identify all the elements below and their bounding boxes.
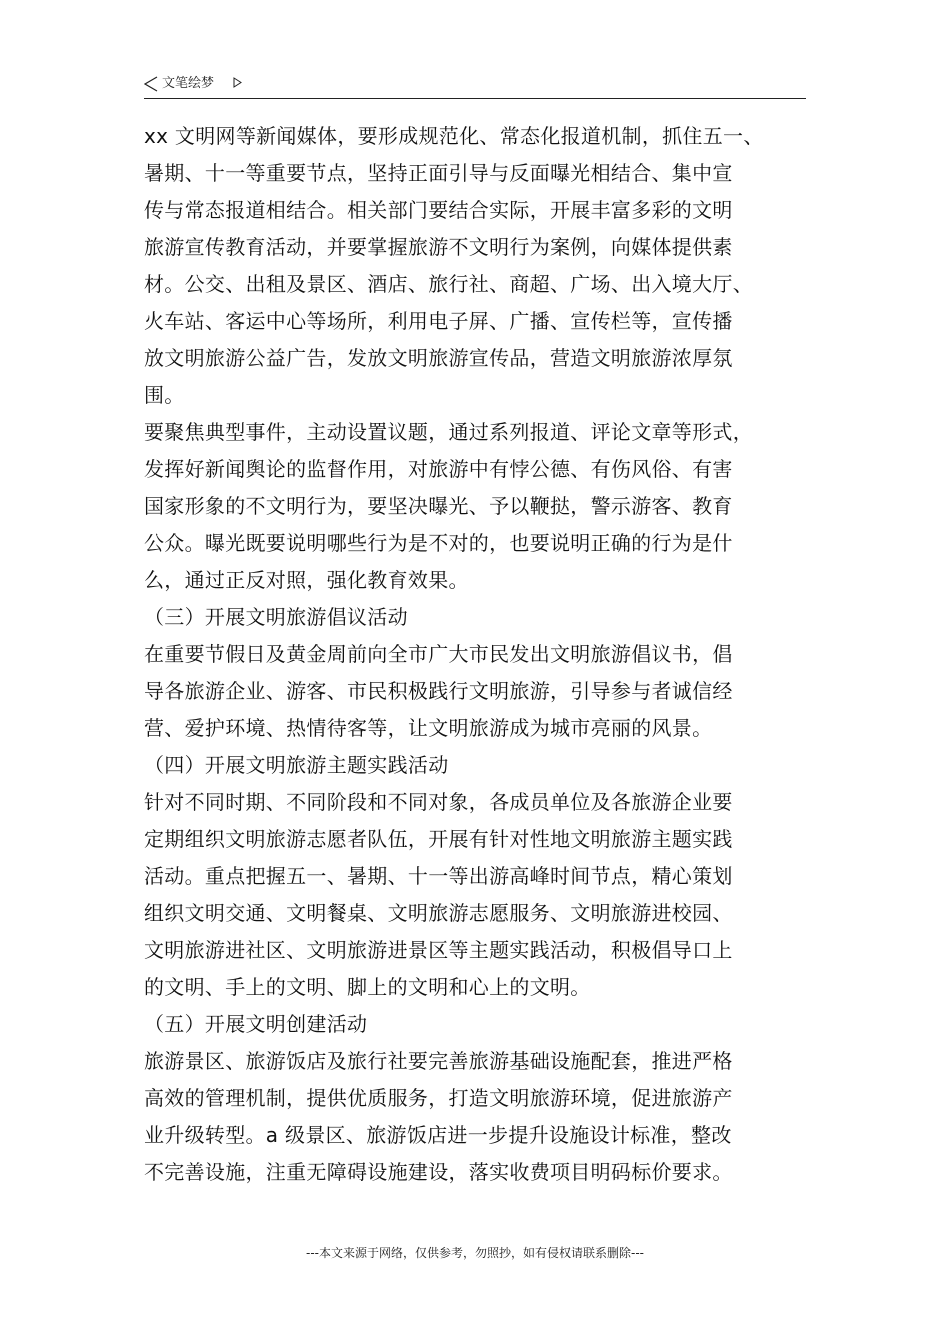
- text-line: 放文明旅游公益广告，发放文明旅游宣传品，营造文明旅游浓厚氛: [144, 346, 733, 370]
- text-line: 定期组织文明旅游志愿者队伍，开展有针对性地文明旅游主题实践: [144, 827, 733, 851]
- text-line: 营、爱护环境、热情待客等，让文明旅游成为城市亮丽的风景。: [144, 716, 713, 740]
- text-line: 传与常态报道相结合。相关部门要结合实际，开展丰富多彩的文明: [144, 198, 733, 222]
- section-heading: （三）开展文明旅游倡议活动: [144, 605, 408, 629]
- text-line: xx 文明网等新闻媒体，要形成规范化、常态化报道机制，抓住五一、: [144, 124, 764, 148]
- document-body: [144, 118, 824, 1191]
- text-line: 火车站、客运中心等场所，利用电子屏、广播、宣传栏等，宣传播: [144, 309, 733, 333]
- text-line: 要聚焦典型事件，主动设置议题，通过系列报道、评论文章等形式，: [144, 420, 753, 444]
- text-line: 不完善设施，注重无障碍设施建设，落实收费项目明码标价要求。: [144, 1160, 733, 1184]
- text-line: 旅游景区、旅游饭店及旅行社要完善旅游基础设施配套，推进严格: [144, 1049, 733, 1073]
- text-line: 的文明、手上的文明、脚上的文明和心上的文明。: [144, 975, 591, 999]
- text-line: 业升级转型。a 级景区、旅游饭店进一步提升设施设计标准，整改: [144, 1123, 732, 1147]
- footer-notice: ---本文来源于网络，仅供参考，勿照抄，如有侵权请联系删除---: [306, 1246, 644, 1260]
- section-heading: （五）开展文明创建活动: [144, 1012, 368, 1036]
- text-line: 么，通过正反对照，强化教育效果。: [144, 568, 469, 592]
- text-line: 围。: [144, 383, 185, 407]
- text-line: 组织文明交通、文明餐桌、文明旅游志愿服务、文明旅游进校园、: [144, 901, 733, 925]
- text-line: 针对不同时期、不同阶段和不同对象，各成员单位及各旅游企业要: [144, 790, 733, 814]
- text-line: 活动。重点把握五一、暑期、十一等出游高峰时间节点，精心策划: [144, 864, 733, 888]
- text-line: 材。公交、出租及景区、酒店、旅行社、商超、广场、出入境大厅、: [144, 272, 753, 296]
- text-line: 在重要节假日及黄金周前向全市广大市民发出文明旅游倡议书，倡: [144, 642, 733, 666]
- text-line: 发挥好新闻舆论的监督作用，对旅游中有悖公德、有伤风俗、有害: [144, 457, 733, 481]
- text-line: 旅游宣传教育活动，并要掌握旅游不文明行为案例，向媒体提供素: [144, 235, 733, 259]
- page-header: [144, 72, 806, 99]
- triangle-right-icon: [233, 77, 242, 88]
- section-heading: （四）开展文明旅游主题实践活动: [144, 753, 449, 777]
- text-line: 公众。曝光既要说明哪些行为是不对的，也要说明正确的行为是什: [144, 531, 733, 555]
- text-line: 高效的管理机制，提供优质服务，打造文明旅游环境，促进旅游产: [144, 1086, 733, 1110]
- triangle-left-icon: [144, 76, 158, 92]
- text-line: 暑期、十一等重要节点，坚持正面引导与反面曝光相结合、集中宣: [144, 161, 733, 185]
- text-line: 国家形象的不文明行为，要坚决曝光、予以鞭挞，警示游客、教育: [144, 494, 733, 518]
- text-line: 文明旅游进社区、文明旅游进景区等主题实践活动，积极倡导口上: [144, 938, 733, 962]
- text-line: 导各旅游企业、游客、市民积极践行文明旅游，引导参与者诚信经: [144, 679, 733, 703]
- brand-name: 文笔绘梦: [162, 76, 215, 91]
